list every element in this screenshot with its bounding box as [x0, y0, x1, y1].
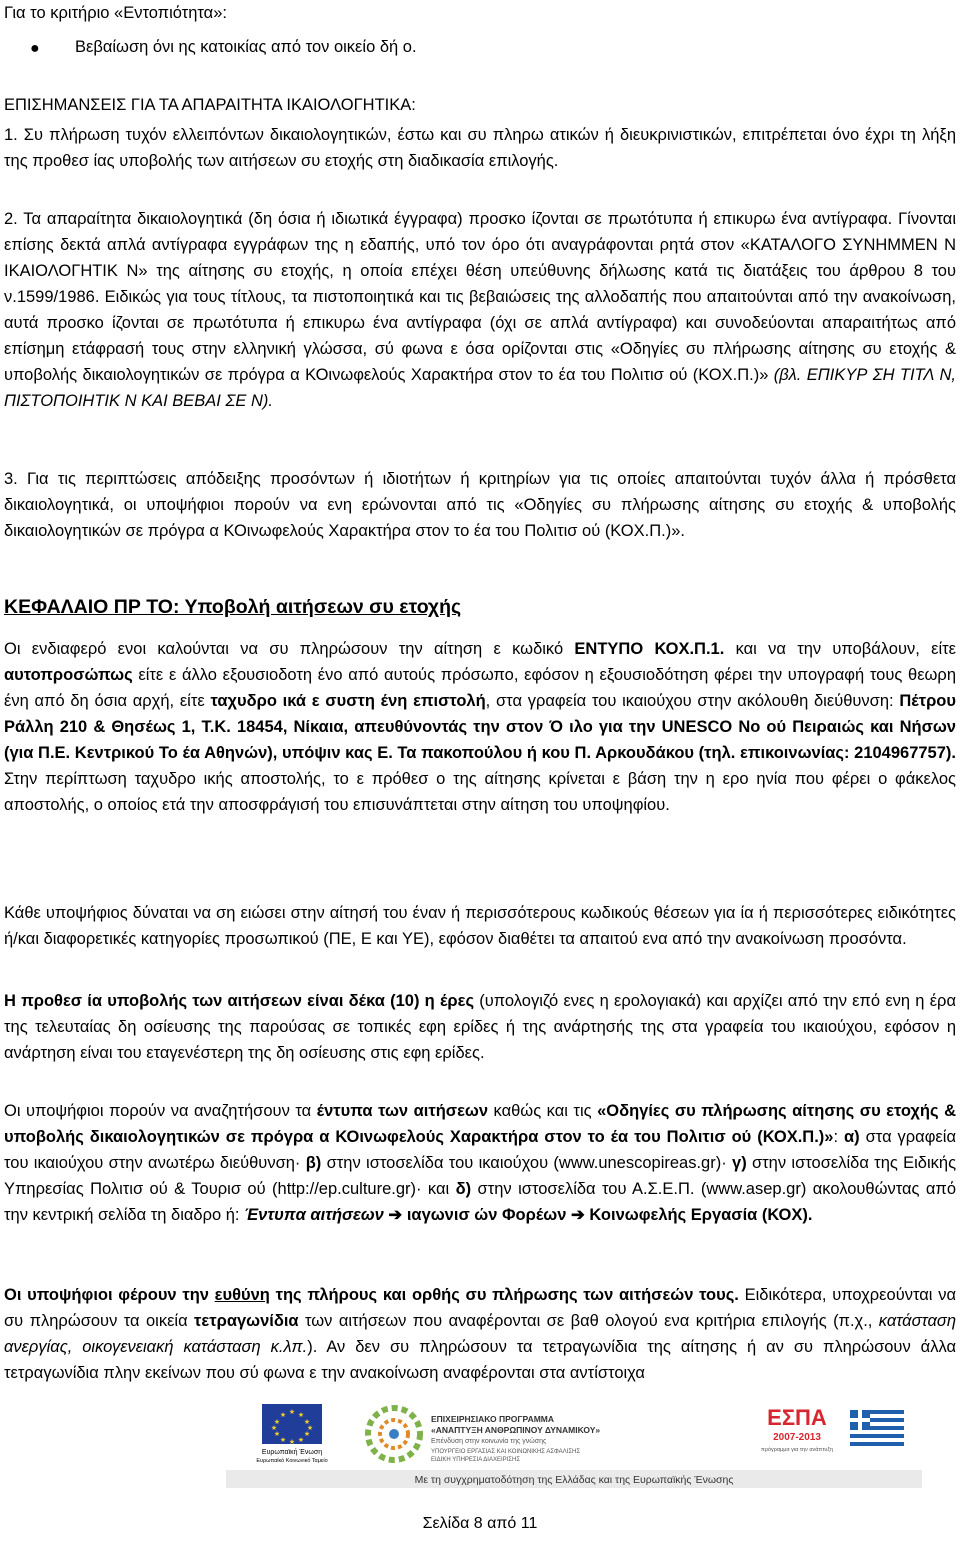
forms-bold: έντυπα των αιτήσεων: [316, 1102, 489, 1120]
programme-line-1: ΕΠΙΧΕΙΡΗΣΙΑΚΟ ΠΡΟΓΡΑΜΜΑ: [431, 1414, 555, 1424]
svg-text:★: ★: [297, 1411, 305, 1419]
find-text-9: στην ιστοσελίδα του Α.Σ.Ε.Π. (www.asep.gr) ακολουθώντας από την κεντρική σελίδα τη διαδρο ή:: [4, 1180, 956, 1224]
note-1: 1. Συ πλήρωση τυχόν ελλειπόντων δικαιολογητικών, έστω και συ πληρω ατικών ή διευκρινιστικών, επιτρέπεται όνο έχρι τη λήξη της προθεσ ίας υποβολής των αιτήσεων συ ετοχής στη διαδικασία επιλογής.: [4, 126, 956, 170]
bullet-item: Βεβαίωση όνι ης κατοικίας από τον οικείο δή ο.: [75, 38, 417, 56]
submit-text-7: , στα γραφεία του ικαιούχου στην ακόλουθη διεύθυνση:: [485, 692, 900, 710]
programme-line-2: «ΑΝΑΠΤΥΞΗ ΑΝΘΡΩΠΙΝΟΥ ΔΥΝΑΜΙΚΟΥ»: [431, 1425, 601, 1435]
resp-text-8: ). Αν δεν συ πληρώσουν τα τετραγωνίδια της αίτησης ή αν συ πληρώσουν άλλα τετραγωνίδια πλην εκείνων που σύ φωνα ε την ανακοίνωση αναφέρονται στα αντίστοιχα: [4, 1338, 956, 1382]
svg-text:★: ★: [270, 1424, 278, 1432]
notes-heading: ΕΠΙΣΗΜΑΝΣΕΙΣ ΓΙΑ ΤΑ ΑΠΑΡΑΙΤΗΤΑ ΙΚΑΙΟΛΟΓΗΤΙΚΑ:: [4, 96, 416, 114]
submit-text-9: Στην περίπτωση ταχυδρο ικής αποστολής, το ε πρόθεσ ο της αίτησης κρίνεται ε βάση την η ερο ηνία που φέρει ο φάκελος αποστολής, ο οποίος ετά την αποσφράγισή του επισυνάπτεται στην αίτηση του υποψηφίου.: [4, 770, 956, 814]
submit-text-5: είτε ε άλλο εξουσιοδοτη ένο από αυτούς πρόσωπο, εφόσον η εξουσιοδότηση φέρει την υπογραφή τους θεωρη ένη από δη όσια αρχή, είτε: [4, 666, 956, 710]
svg-text:★: ★: [288, 1408, 296, 1416]
resp-bold-3: της πλήρους και ορθής συ πλήρωσης των αιτήσεών τους.: [269, 1286, 739, 1304]
registered-mail: ταχυδρο ικά ε συστη ένη επιστολή: [210, 692, 486, 710]
programme-line-5: ΕΙΔΙΚΗ ΥΠΗΡΕΣΙΑ ΔΙΑΧΕΙΡΙΣΗΣ: [431, 1457, 521, 1463]
criterion-heading: Για το κριτήριο «Εντοπιότητα»:: [4, 4, 227, 22]
option-b: β): [305, 1154, 322, 1172]
note-2: [4, 206, 956, 414]
responsibility-paragraph: [4, 1282, 956, 1386]
deadline-paragraph: [4, 988, 956, 1066]
find-text-6: στα γραφεία του ικαιούχου στην ανωτέρω διεύθυνση·: [4, 1128, 956, 1172]
note-2-reference: (βλ. ΕΠΙΚΥΡ ΣΗ ΤΙΤΛ Ν, ΠΙΣΤΟΠΟΙΗΤΙΚ Ν ΚΑΙ ΒΕΒΑΙ ΣΕ Ν).: [4, 366, 956, 410]
eu-flag-logo: [256, 1404, 327, 1464]
note-2-text: 2. Τα απαραίτητα δικαιολογητικά (δη όσια ή ιδιωτικά έγγραφα) προσκο ίζονται σε πρωτότυπα ή επικυρω ένα αντίγραφα. Γίνονται επίσης δεκτά απλά αντίγραφα εγγράφων της η εδαπής, υπό τον όρο ότι αναγράφονται ρητά στον «ΚΑΤΑΛΟΓΟ ΣΥΝΗΜΜΕΝ Ν ΙΚΑΙΟΛΟΓΗΤΙΚ Ν» της αίτησης συ ετοχής, η οποία επέχει θέση υπεύθυνης δήλωσης κατά τις διατάξεις του άρθρου 8 του ν.1599/1986. Ειδικώς για τους τίτλους, τα πιστοποιητικά και τις βεβαιώσεις της αλλοδαπής που απαιτούνται από την ανακοίνωση, αυτά προσκο ίζονται σε πρωτότυπα ή επικυρω ένα αντίγραφα (όχι σε απλά αντίγραφα) και συνοδεύονται απαραιτήτως από επίσημη ετάφρασή τους στην ελληνική γλώσσα, σύ φωνα ε όσα ορίζονται στις «Οδηγίες συ πλήρωσης αίτησης συ ετοχής & υποβολής δικαιολογητικών σε πρόγρα α ΚΟινωφελούς Χαρακτήρα στον το έα του Πολιτισ ού (ΚΟΧ.Π.)»: [4, 210, 956, 384]
svg-text:★: ★: [297, 1436, 305, 1444]
svg-text:★: ★: [303, 1430, 311, 1438]
eu-sublabel: Ευρωπαϊκό Κοινωνικό Ταμείο: [256, 1458, 328, 1464]
programme-emblem-logo: [368, 1408, 420, 1460]
form-code: ΕΝΤΥΠΟ ΚΟΧ.Π.1.: [574, 640, 725, 658]
svg-text:★: ★: [273, 1418, 281, 1426]
svg-text:★: ★: [279, 1436, 287, 1444]
each-candidate-paragraph: Κάθε υποψήφιος δύναται να ση ειώσει στην αίτησή του έναν ή περισσότερους κωδικούς θέσεων για ία ή περισσότερες ειδικότητες ή/και διαφορετικές κατηγορίες προσωπικού (ΠΕ, Ε και ΥΕ), εφόσον διαθέτει τα απαιτού ενα από την ανακοίνωση προσόντα.: [4, 904, 956, 948]
path-step-3: ➔ Κοινωφελής Εργασία (ΚΟΧ).: [570, 1206, 813, 1224]
find-forms-paragraph: [4, 1098, 956, 1228]
programme-text: [431, 1414, 600, 1463]
espa-logo: [761, 1402, 833, 1458]
funding-logos-strip: [226, 1400, 922, 1492]
funding-logos-svg: [226, 1400, 922, 1492]
eu-label: Ευρωπαϊκή Ένωση: [261, 1449, 323, 1456]
guidelines-bold: «Οδηγίες συ πλήρωσης αίτησης συ ετοχής & υποβολής δικαιολογητικών σε πρόγρα α ΚΟινωφελούς Χαρακτήρα στον το έα του Πολιτισ ού (ΚΟΧ.Π.)»: [4, 1102, 956, 1146]
option-c: γ): [732, 1154, 747, 1172]
option-a: α): [844, 1128, 860, 1146]
submit-text-3: και να την υποβάλουν, είτε: [724, 640, 956, 658]
espa-sub: πρόγραμμα για την ανάπτυξη: [761, 1447, 833, 1453]
cofinance-text: Με τη συγχρηματοδότηση της Ελλάδας και της Ευρωπαϊκής Ένωσης: [414, 1474, 734, 1486]
find-text-3: καθώς και τις: [488, 1102, 598, 1120]
espa-years: 2007-2013: [773, 1432, 821, 1443]
svg-text:★: ★: [273, 1430, 281, 1438]
chapter-heading: ΚΕΦΑΛΑΙΟ ΠΡ ΤΟ: Υποβολή αιτήσεων συ ετοχής: [4, 596, 462, 618]
path-step-1: Έντυπα αιτήσεων: [244, 1206, 384, 1224]
deadline-text: (υπολογιζό ενες η ερολογιακά) και αρχίζει από την επό ενη η έρα της τελευταίας δη οσίευσης της παρούσας σε τοπικές εφη ερίδες ή της ανάρτησής της στα γραφεία του ικαιούχου, εφόσον η ανάρτηση είναι του εταγενέστερη της δη οσίευσης στις εφη ερίδες.: [4, 992, 956, 1062]
find-text-7: στην ιστοσελίδα του ικαιούχου (www.unescopireas.gr)·: [321, 1154, 733, 1172]
svg-text:★: ★: [288, 1438, 296, 1446]
note-3: 3. Για τις περιπτώσεις απόδειξης προσόντων ή ιδιοτήτων ή κριτηρίων για τις οποίες απαιτούνται τυχόν άλλα ή πρόσθετα δικαιολογητικά, οι υποψήφιοι πορούν να ενη ερώνονται από τις «Οδηγίες συ πλήρωσης αίτησης συ ετοχής & υποβολής δικαιολογητικών σε πρόγρα α ΚΟινωφελούς Χαρακτήρα στον το έα του Πολιτισ ού (ΚΟΧ.Π.)».: [4, 470, 956, 540]
bullet-dot: ●: [30, 40, 40, 57]
address: Πέτρου Ράλλη 210 & Θησέως 1, Τ.Κ. 18454, Νίκαια, απευθύνοντάς την στον Ό ιλο για την UNESCO Νο ού Πειραιώς και Νήσων (για Π.Ε. Κεντρικού Το έα Αθηνών), υπόψιν κας Ε. Τα πακοπούλου ή κου Π. Αρκουδάκου (τηλ. επικοινωνίας: 2104967757).: [4, 692, 956, 762]
resp-text-6: των αιτήσεων που αναφέρονται σε βαθ ολογού ενα κριτήρια επιλογής (π.χ.,: [298, 1312, 879, 1330]
resp-boxes: τετραγωνίδια: [194, 1312, 299, 1330]
find-text-1: Οι υποψήφιοι πορούν να αναζητήσουν τα: [4, 1102, 317, 1120]
in-person: αυτοπροσώπως: [4, 666, 133, 684]
submit-paragraph: [4, 636, 956, 818]
programme-line-4: ΥΠΟΥΡΓΕΙΟ ΕΡΓΑΣΙΑΣ ΚΑΙ ΚΟΙΝΩΝΙΚΗΣ ΑΣΦΑΛΙΣΗΣ: [431, 1449, 581, 1455]
find-text-5: :: [833, 1128, 845, 1146]
path-step-2: ➔ ιαγωνισ ών Φορέων: [383, 1206, 571, 1224]
page-number: Σελίδα 8 από 11: [422, 1515, 538, 1532]
svg-text:★: ★: [279, 1411, 287, 1419]
svg-text:★: ★: [303, 1418, 311, 1426]
programme-line-3: Επένδυση στην κοινωνία της γνώσης: [431, 1438, 547, 1445]
resp-examples: κατάσταση ανεργίας, οικογενειακή κατάσταση κ.λπ.: [4, 1312, 956, 1356]
option-d: δ): [455, 1180, 472, 1198]
resp-responsibility: ευθύνη: [214, 1286, 270, 1304]
espa-title: ΕΣΠΑ: [767, 1405, 827, 1430]
deadline-bold: Η προθεσ ία υποβολής των αιτήσεων είναι δέκα (10) η έρες: [4, 992, 475, 1010]
resp-text-4: Ειδικότερα, υποχρεούνται να συ πληρώσουν τα οικεία: [4, 1286, 956, 1330]
greek-flag-logo: [850, 1410, 904, 1446]
submit-text-1: Οι ενδιαφερό ενοι καλούνται να συ πληρώσουν την αίτηση ε κωδικό: [4, 640, 575, 658]
resp-bold-1: Οι υποψήφιοι φέρουν την: [4, 1286, 215, 1304]
svg-text:★: ★: [306, 1424, 314, 1432]
find-text-8: στην ιστοσελίδα της Ειδικής Υπηρεσίας Πολιτισ ού & Τουρισ ού (http://ep.culture.gr)· και: [4, 1154, 957, 1198]
